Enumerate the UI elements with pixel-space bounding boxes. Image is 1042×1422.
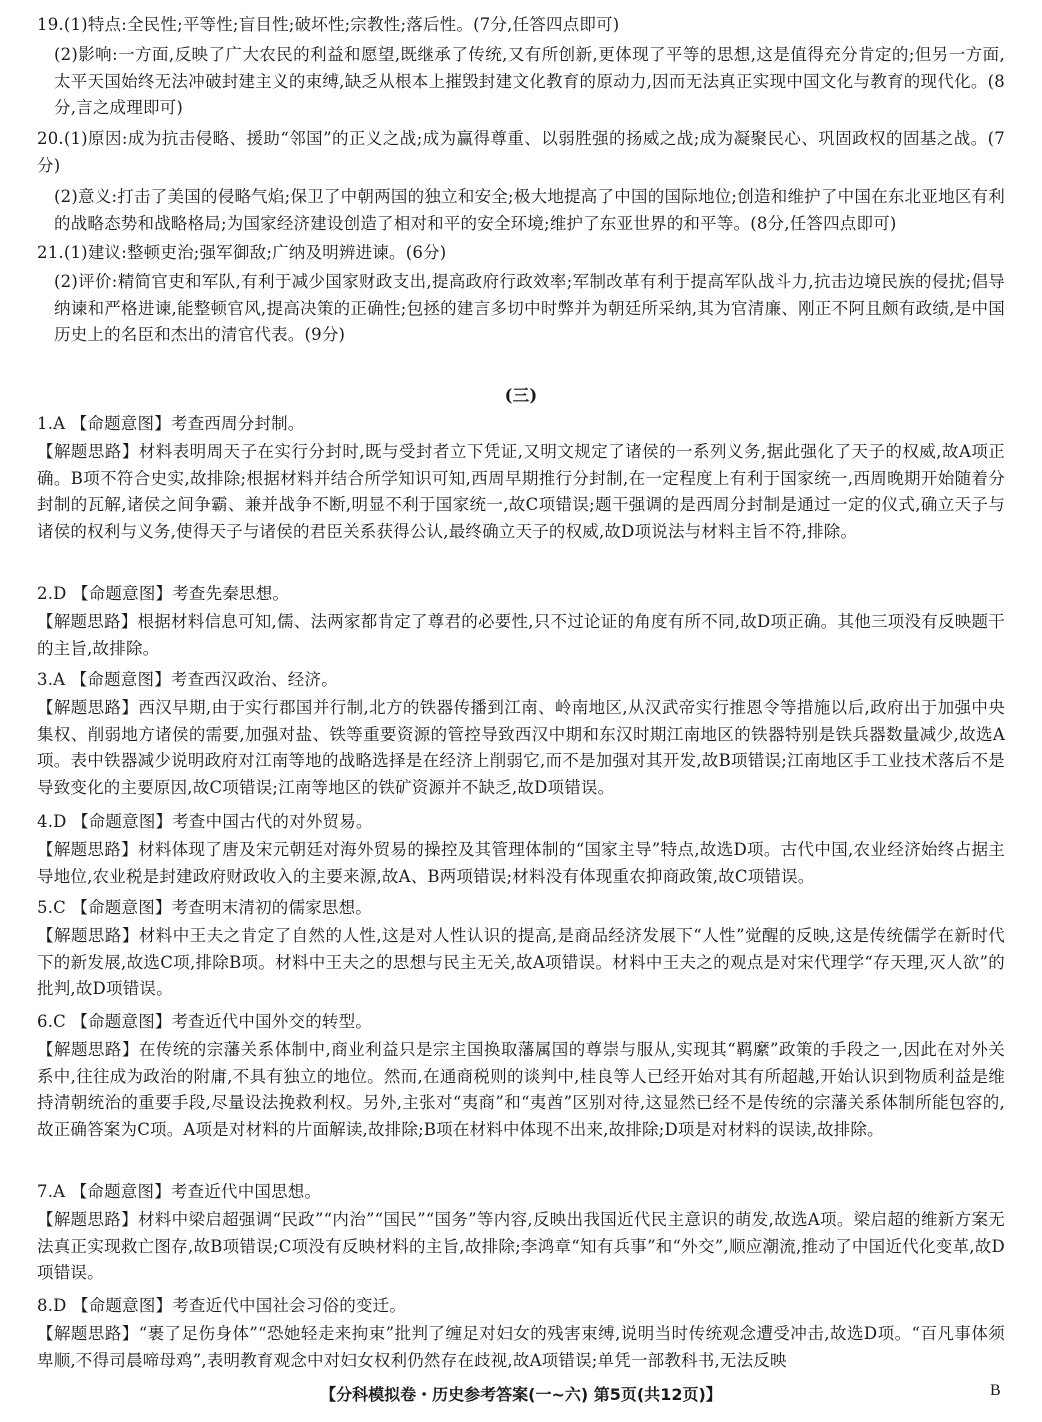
answer-paragraph: 【解题思路】“裹了足伤身体”“恐她轻走来拘束”批判了缠足对妇女的残害束缚,说明当时传统观念遭受冲击,故选D项。“百凡事体须卑顺,不得司晨啼母鸡”,表明教育观念中对妇女权利仍然存在歧视,故A项错误;单凭一部教科书,无法反映: [37, 1324, 1005, 1370]
answer-paragraph: 2.D 【命题意图】考查先秦思想。: [37, 584, 290, 603]
answer-paragraph: 【解题思路】根据材料信息可知,儒、法两家都肯定了尊君的必要性,只不过论证的角度有所不同,故D项正确。其他三项没有反映题干的主旨,故排除。: [37, 612, 1005, 658]
answer-paragraph: 4.D 【命题意图】考查中国古代的对外贸易。: [37, 812, 373, 831]
answer-paragraph: 5.C 【命题意图】考查明末清初的儒家思想。: [37, 898, 373, 917]
answer-paragraph: (2)意义:打击了美国的侵略气焰;保卫了中朝两国的独立和安全;极大地提高了中国的国际地位;创造和维护了中国在东北亚地区有利的战略态势和战略格局;为国家经济建设创造了相对和平的安全环境;维护了东亚世界的和平等。(8分,任答四点即可): [54, 187, 1005, 233]
answer-paragraph: 7.A 【命题意图】考查近代中国思想。: [37, 1182, 322, 1201]
answer-paragraph: 20.(1)原因:成为抗击侵略、援助“邻国”的正义之战;成为赢得尊重、以弱胜强的扬威之战;成为凝聚民心、巩固政权的固基之战。(7分): [37, 129, 1005, 175]
answer-paragraph: (2)影响:一方面,反映了广大农民的利益和愿望,既继承了传统,又有所创新,更体现了平等的思想,这是值得充分肯定的;但另一方面,太平天国始终无法冲破封建主义的束缚,缺乏从根本上摧毁封建文化教育的原动力,因而无法真正实现中国文化与教育的现代化。(8分,言之成理即可): [54, 45, 1005, 117]
answer-paragraph: 1.A 【命题意图】考查西周分封制。: [37, 414, 305, 433]
answer-paragraph: 8.D 【命题意图】考查近代中国社会习俗的变迁。: [37, 1296, 407, 1315]
answer-paragraph: 3.A 【命题意图】考查西汉政治、经济。: [37, 670, 338, 689]
version-mark: B: [990, 1382, 1001, 1399]
answer-paragraph: (2)评价:精简官吏和军队,有利于减少国家财政支出,提高政府行政效率;军制改革有利于提高军队战斗力,抗击边境民族的侵扰;倡导纳谏和严格进谏,能整顿官风,提高决策的正确性;包拯的建言多切中时弊并为朝廷所采纳,其为官清廉、刚正不阿且颇有政绩,是中国历史上的名臣和杰出的清官代表。(9分): [54, 272, 1005, 344]
answer-paragraph: 【解题思路】西汉早期,由于实行郡国并行制,北方的铁器传播到江南、岭南地区,从汉武帝实行推恩令等措施以后,政府出于加强中央集权、削弱地方诸侯的需要,加强对盐、铁等重要资源的管控导致西汉中期和东汉时期江南地区的铁器特别是铁兵器数量减少,故选A项。表中铁器减少说明政府对江南等地的战略选择是在经济上削弱它,而不是加强对其开发,故B项错误;江南地区手工业技术落后不是导致变化的主要原因,故C项错误;江南等地区的铁矿资源并不缺乏,故D项错误。: [37, 698, 1005, 797]
answer-paragraph: 【解题思路】材料中王夫之肯定了自然的人性,这是对人性认识的提高,是商品经济发展下“人性”觉醒的反映,这是传统儒学在新时代下的新发展,故选C项,排除B项。材料中王夫之的思想与民主无关,故A项错误。材料中王夫之的观点是对宋代理学“存天理,灭人欲”的批判,故D项错误。: [37, 926, 1005, 998]
answer-paragraph: 【解题思路】材料体现了唐及宋元朝廷对海外贸易的操控及其管理体制的“国家主导”特点,故选D项。古代中国,农业经济始终占据主导地位,农业税是封建政府财政收入的主要来源,故A、B两项错误;材料没有体现重农抑商政策,故C项错误。: [37, 840, 1005, 886]
page-footer: 【分科模拟卷・历史参考答案(一~六) 第5页(共12页)】: [320, 1385, 722, 1404]
answer-paragraph: 【解题思路】在传统的宗藩关系体制中,商业利益只是宗主国换取藩属国的尊崇与服从,实现其“羁縻”政策的手段之一,因此在对外关系中,往往成为政治的附庸,不具有独立的地位。然而,在通商税则的谈判中,桂良等人已经开始对其有所超越,开始认识到物质利益是维持清朝统治的重要手段,尽量设法挽救利权。另外,主张对“夷商”和“夷酋”区别对待,这显然已经不是传统的宗藩关系体制所能包容的,故正确答案为C项。A项是对材料的片面解读,故排除;B项在材料中体现不出来,故排除;D项是对材料的误读,故排除。: [37, 1040, 1005, 1139]
answer-paragraph: 【解题思路】材料中梁启超强调“民政”“内治”“国民”“国务”等内容,反映出我国近代民主意识的萌发,故选A项。梁启超的维新方案无法真正实现救亡图存,故B项错误;C项没有反映材料的主旨,故排除;李鸿章“知有兵事”和“外交”,顺应潮流,推动了中国近代化变革,故D项错误。: [37, 1210, 1005, 1282]
answer-paragraph: 6.C 【命题意图】考查近代中国外交的转型。: [37, 1012, 373, 1031]
answer-paragraph: 21.(1)建议:整顿吏治;强军御敌;广纳及明辨进谏。(6分): [37, 243, 447, 262]
answer-paragraph: 【解题思路】材料表明周天子在实行分封时,既与受封者立下凭证,又明文规定了诸侯的一系列义务,据此强化了天子的权威,故A项正确。B项不符合史实,故排除;根据材料并结合所学知识可知,西周早期推行分封制,在一定程度上有利于国家统一,西周晚期开始随着分封制的瓦解,诸侯之间争霸、兼并战争不断,明显不利于国家统一,故C项错误;题干强调的是西周分封制是通过一定的仪式,确立天子与诸侯的权利与义务,使得天子与诸侯的君臣关系获得公认,最终确立天子的权威,故D项说法与材料主旨不符,排除。: [37, 442, 1005, 541]
section-heading: (三): [504, 386, 538, 405]
answer-paragraph: 19.(1)特点:全民性;平等性;盲目性;破坏性;宗教性;落后性。(7分,任答四点即可): [37, 15, 620, 34]
